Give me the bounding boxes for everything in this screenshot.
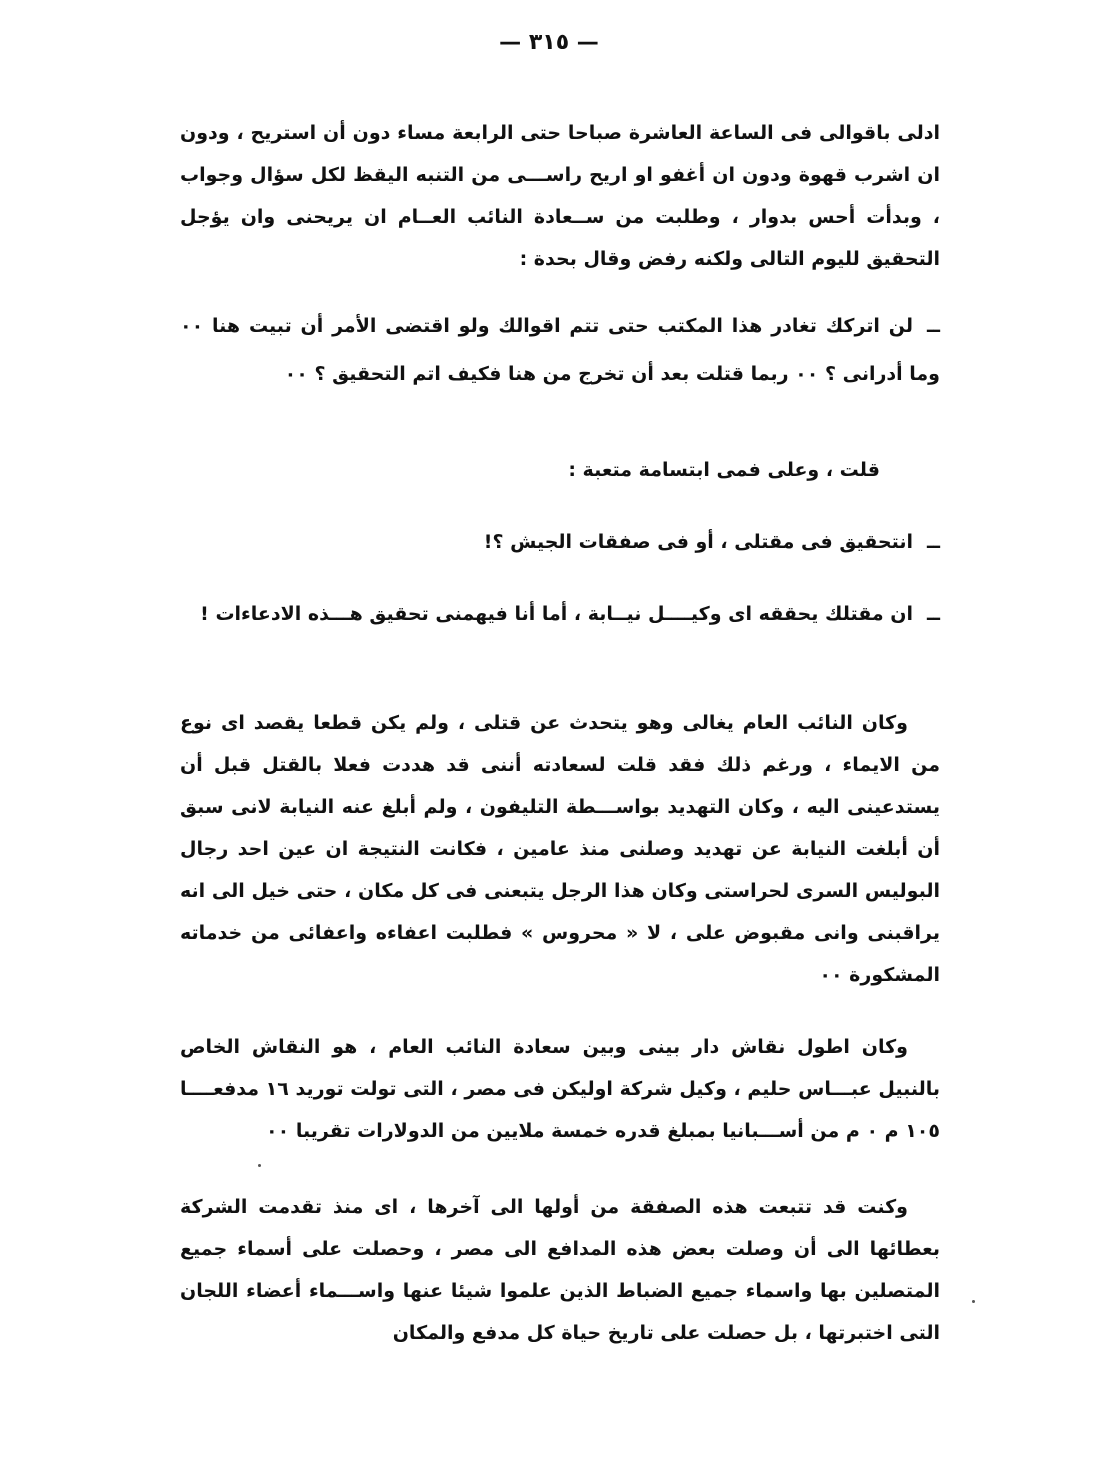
paragraph-1: ادلى باقوالى فى الساعة العاشرة صباحا حتى الرابعة مساء دون أن استريح ، ودون ان اشرب قهوة ودون ان أغفو او اريح راســـى من التنبه اليقظ لكل سؤال وجواب ، وبدأت أحس بدوار ، وطلبت من ســعادة النائب العــام ان يريحنى وان يؤجل التحقيق لليوم التالى ولكنه رفض وقال بحدة :: [180, 122, 940, 270]
narration-said: قلت ، وعلى فمى ابتسامة متعبة :: [568, 459, 880, 481]
paragraph-2: وكان النائب العام يغالى وهو يتحدث عن قتلى ، ولم يكن قطعا يقصد اى نوع من الايماء ، ورغم ذلك فقد قلت لسعادته أننى قد هددت فعلا بالقتل قبل أن يستدعينى اليه ، وكان التهديد بواســـطة التليفون ، ولم أبلغ عنه النيابة لانى سبق أن أبلغت النيابة عن تهديد وصلنى منذ عامين ، فكانت النتيجة ان عين احد رجال البوليس السرى لحراستى وكان هذا الرجل يتبعنى فى كل مكان ، حتى خيل الى انه يراقبنى وانى مقبوض على ، لا « محروس » فطلبت اعفاءه واعفائى من خدماته المشكورة ٠٠: [180, 712, 940, 986]
dialogue-dash: ــ: [927, 531, 940, 553]
dialogue-3: [180, 590, 940, 638]
scan-speck: [258, 1164, 261, 1167]
page-number: — ٣١٥ —: [499, 30, 599, 55]
dialogue-1: [180, 302, 940, 398]
paragraph-3: وكان اطول نقاش دار بينى وبين سعادة النائب العام ، هو النقاش الخاص بالنبيل عبـــاس حليم ، وكيل شركة اوليكن فى مصر ، التى تولت توريد ١٦ مدفعــــا ١٠٥ م ٠ م من أســـبانيا بمبلغ قدره خمسة ملايين من الدولارات تقريبا ٠٠: [180, 1036, 940, 1142]
dialogue-dash: ــ: [927, 603, 940, 625]
dialogue-1-text: لن اتركك تغادر هذا المكتب حتى تتم اقوالك ولو اقتضى الأمر أن تبيت هنا ٠٠ وما أدرانى ؟ ٠٠ ربما قتلت بعد أن تخرج من هنا فكيف اتم التحقيق ؟ ٠٠: [180, 315, 940, 385]
dialogue-2: [180, 518, 940, 566]
dialogue-2-text: انتحقيق فى مقتلى ، أو فى صفقات الجيش ؟!: [483, 531, 913, 553]
dialogue-3-text: ان مقتلك يحققه اى وكيــــل نيــابة ، أما أنا فيهمنى تحقيق هـــذه الادعاءات !: [200, 603, 913, 625]
paragraph-4: وكنت قد تتبعت هذه الصفقة من أولها الى آخرها ، اى منذ تقدمت الشركة بعطائها الى أن وصلت بعض هذه المدافع الى مصر ، وحصلت على أسماء جميع المتصلين بها واسماء جميع الضباط الذين علموا شيئا عنها واســـماء أعضاء اللجان التى اختبرتها ، بل حصلت على تاريخ حياة كل مدفع والمكان: [180, 1196, 940, 1344]
dialogue-dash: ــ: [927, 315, 940, 337]
scan-speck: [972, 1300, 975, 1303]
